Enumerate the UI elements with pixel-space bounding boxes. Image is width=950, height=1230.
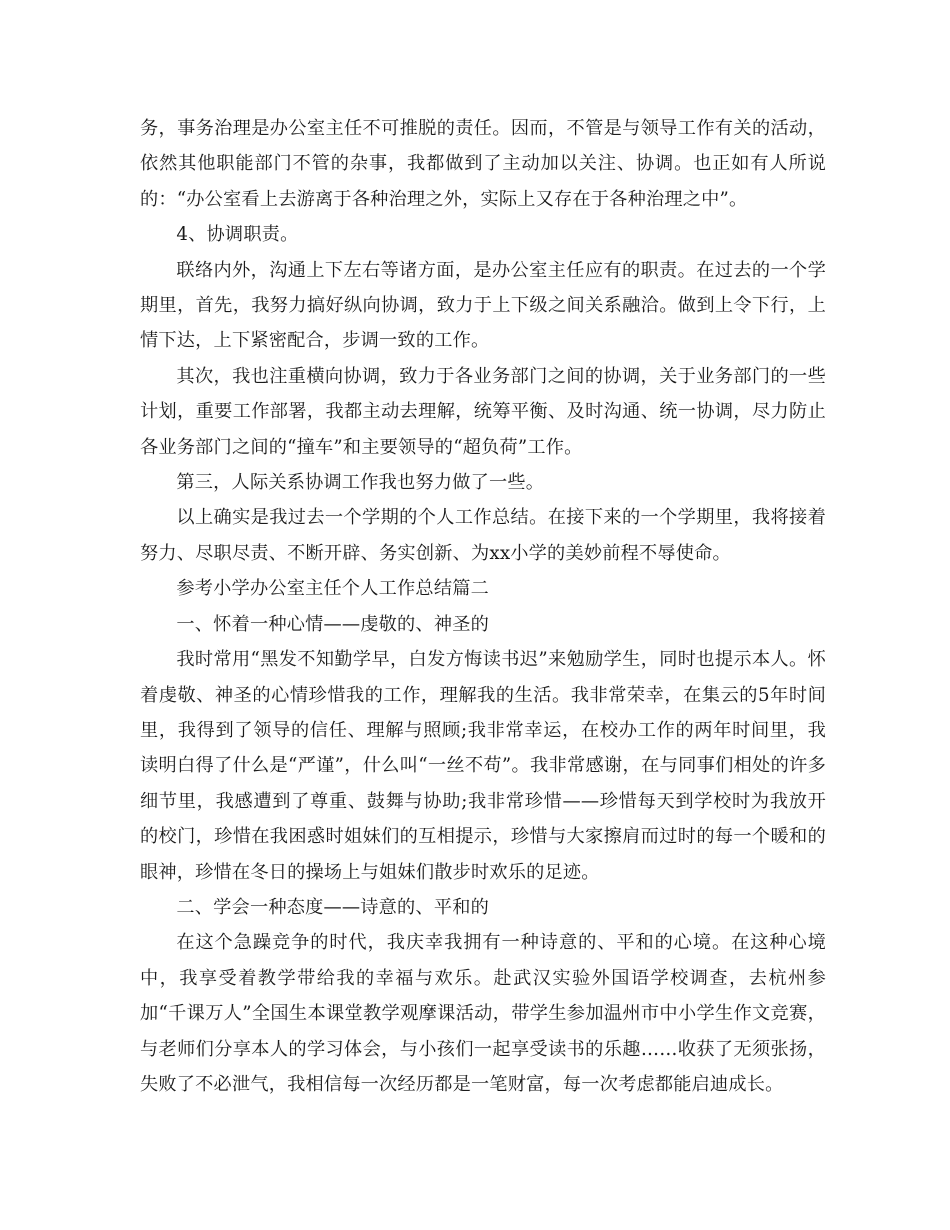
paragraph-vertical-coordination: 联络内外，沟通上下左右等诸方面，是办公室主任应有的职责。在过去的一个学期里，首先，我努力搞好纵向协调，致力于上下级之间关系融洽。做到上令下行，上情下达，上下紧密配合，步调一致的工作。 xyxy=(140,259,826,352)
paragraph-summary-close: 以上确实是我过去一个学期的个人工作总结。在接下来的一个学期里，我将接着努力、尽职尽责、不断开辟、务实创新、为xx小学的美妙前程不辱使命。 xyxy=(140,507,826,564)
paragraph-continued: 务，事务治理是办公室主任不可推脱的责任。因而，不管是与领导工作有关的活动，依然其他职能部门不管的杂事，我都做到了主动加以关注、协调。也正如有人所说的：“办公室看上去游离于各种治理之外，实际上又存在于各种治理之中”。 xyxy=(140,118,826,210)
section-heading-one: 一、怀着一种心情——虔敬的、神圣的 xyxy=(176,613,489,635)
paragraph-interpersonal: 第三，人际关系协调工作我也努力做了一些。 xyxy=(176,472,545,494)
article-title-part-two: 参考小学办公室主任个人工作总结篇二 xyxy=(176,578,489,600)
document-body xyxy=(140,111,826,1102)
paragraph-attitude: 在这个急躁竞争的时代，我庆幸我拥有一种诗意的、平和的心境。在这种心境中，我享受着教学带给我的幸福与欢乐。赴武汉实验外国语学校调查，去杭州参加“千课万人”全国生本课堂教学观摩课活动，带学生参加温州市中小学生作文竞赛，与老师们分享本人的学习体会，与小孩们一起享受读书的乐趣……收获了无须张扬，失败了不必泄气，我相信每一次经历都是一笔财富，每一次考虑都能启迪成长。 xyxy=(140,932,826,1095)
paragraph-horizontal-coordination: 其次，我也注重横向协调，致力于各业务部门之间的协调，关于业务部门的一些计划，重要工作部署，我都主动去理解，统筹平衡、及时沟通、统一协调，尽力防止各业务部门之间的“撞车”和主要领导的“超负荷”工作。 xyxy=(140,365,826,458)
section-heading-coordination: 4、协调职责。 xyxy=(176,224,299,246)
paragraph-gratitude: 我时常用“黑发不知勤学早，白发方悔读书迟”来勉励学生，同时也提示本人。怀着虔敬、神圣的心情珍惜我的工作，理解我的生活。我非常荣幸，在集云的5年时间里，我得到了领导的信任、理解与照顾;我非常幸运，在校办工作的两年时间里，我读明白得了什么是“严谨”，什么叫“一丝不苟”。我非常感谢，在与同事们相处的许多细节里，我感遭到了尊重、鼓舞与协助;我非常珍惜——珍惜每天到学校时为我放开的校门，珍惜在我困惑时姐妹们的互相提示，珍惜与大家擦肩而过时的每一个暖和的眼神，珍惜在冬日的操场上与姐妹们散步时欢乐的足迹。 xyxy=(140,649,826,883)
section-heading-two: 二、学会一种态度——诗意的、平和的 xyxy=(176,896,489,918)
